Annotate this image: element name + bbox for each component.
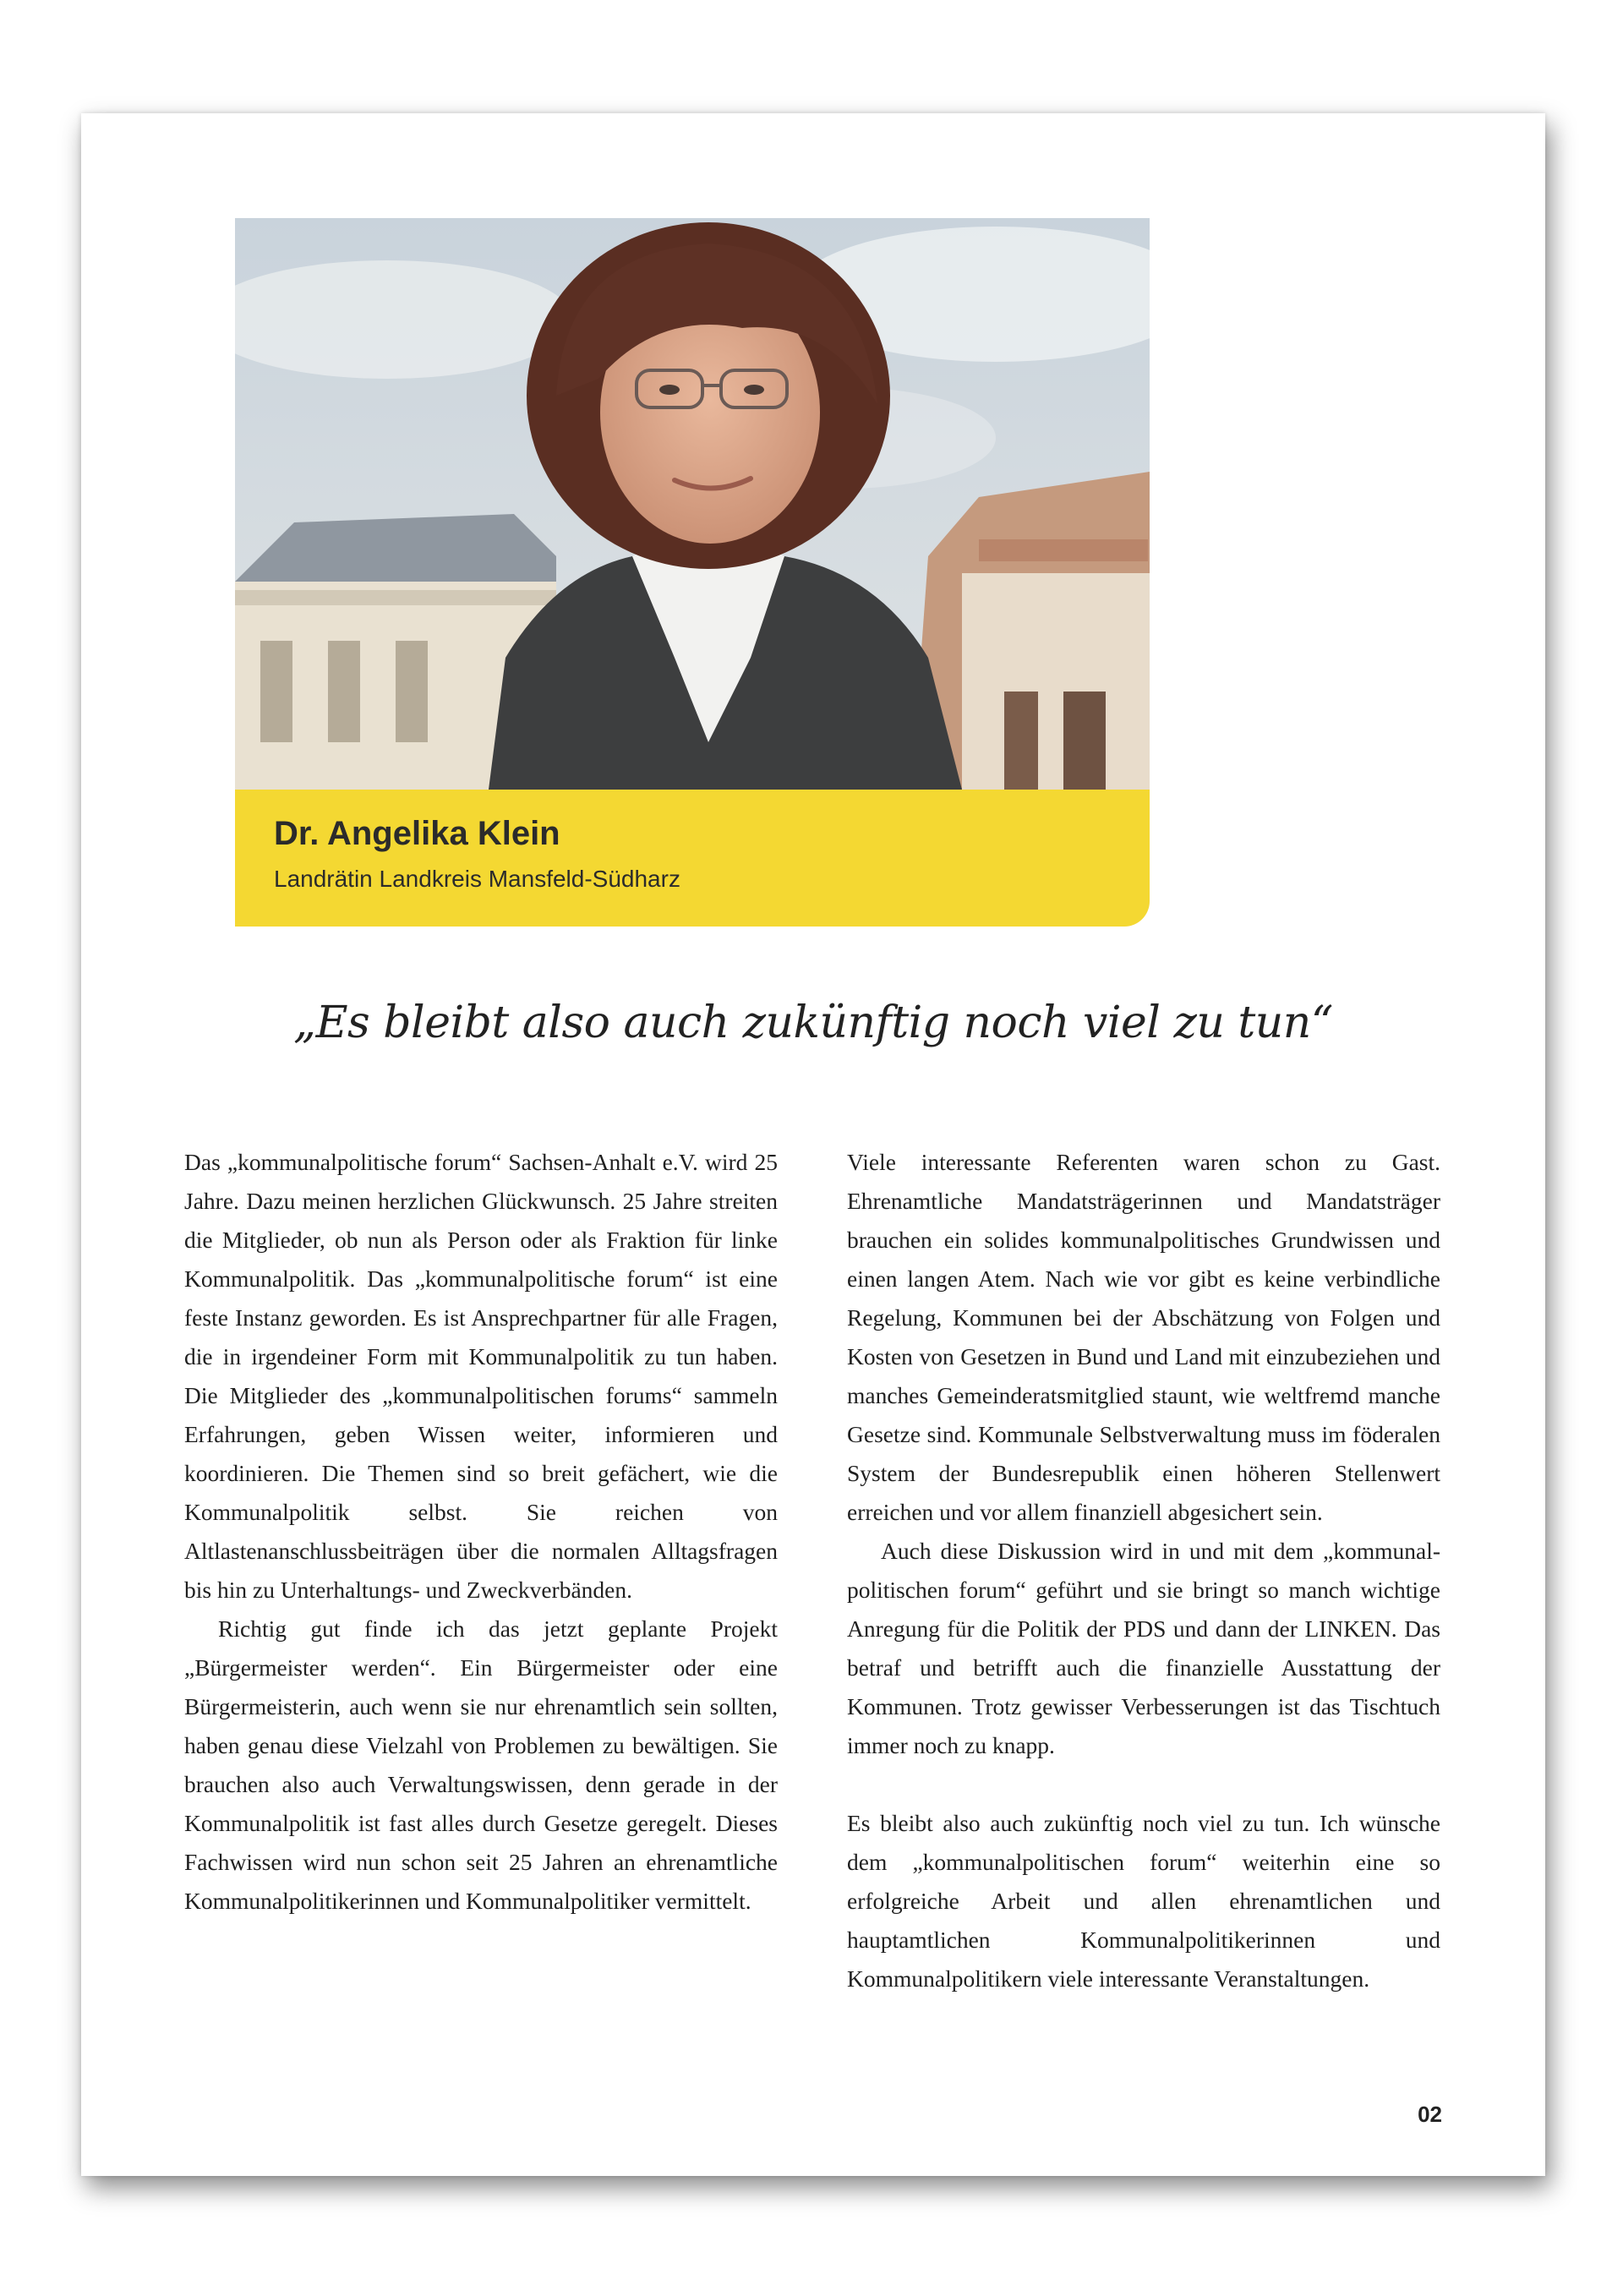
paragraph: Richtig gut finde ich das jetzt geplante Projekt „Bürgermeister werden“. Ein Bürgermeister oder eine Bürgermeisterin, auch wenn sie nur ehrenamtlich sein sollten, haben genau diese Vielzahl von Problemen zu bewältigen. Sie brauchen also auch Verwaltungswissen, denn gerade in der Kommunalpolitik ist fast alles durch Gesetze geregelt. Dieses Fachwissen wird nun schon seit 25 Jahren an ehrenamtliche Kommunalpolitikerinnen und Kommunalpolitiker vermittelt. [184, 1615, 778, 1914]
paragraph: Es bleibt also auch zukünftig noch viel zu tun. Ich wünsche dem „kommunalpolitischen forum“ weiterhin eine so erfolgreiche Arbeit und allen ehrenamtlichen und hauptamtlichen Kommunalpolitikerinnen und Kommunalpolitikern viele interessante Veranstaltungen. [847, 1810, 1440, 1992]
page-number: 02 [1418, 2102, 1442, 2127]
paragraph: Viele interessante Referenten waren schon zu Gast. Ehrenamtliche Mandatsträgerinnen und Mandatsträger brauchen ein solides kommunalpolitisches Grundwissen und einen langen Atem. Nach wie vor gibt es keine verbindliche Regelung, Kommunen bei der Abschätzung von Folgen und Kosten von Gesetzen in Bund und Land mit einzubeziehen und manches Gemeinderatsmitglied staunt, wie weltfremd manche Gesetze sind. Kommunale Selbstverwaltung muss im föderalen System der Bundesrepublik einen höheren Stellenwert erreichen und vor allem finanziell abgesichert sein. [847, 1149, 1440, 1525]
name-caption [235, 790, 1150, 927]
paragraph: Auch diese Diskussion wird in und mit dem „kommunal-politischen forum“ geführt und sie bringt so manch wichtige Anregung für die Politik der PDS und dann der LINKEN. Das betraf und betrifft auch die finanzielle Ausstattung der Kommunen. Trotz gewisser Verbesserungen ist das Tischtuch immer noch zu knapp. [847, 1538, 1440, 1758]
portrait-photo [235, 218, 1150, 790]
person-role: Landrätin Landkreis Mansfeld-Südharz [274, 866, 680, 892]
paragraph: Das „kommunalpolitische forum“ Sachsen-Anhalt e.V. wird 25 Jahre. Dazu meinen herzlichen Glückwunsch. 25 Jahre streiten die Mitglieder, ob nun als Person oder als Fraktion für linke Kommunalpolitik. Das „kommunalpolitische forum“ ist eine feste Instanz geworden. Es ist Ansprechpartner für alle Fragen, die in irgendeiner Form mit Kommunalpolitik zu tun haben. Die Mitglieder des „kommunalpolitischen forums“ sammeln Erfahrungen, geben Wissen weiter, informieren und koordinieren. Die Themen sind so breit gefächert, wie die Kommunalpolitik selbst. Sie reichen von Altlastenanschlussbeiträgen über die normalen Alltagsfragen bis hin zu Unterhaltungs- und Zweckverbänden. [184, 1149, 778, 1603]
document-page [81, 113, 1545, 2176]
quote-headline: „Es bleibt also auch zukünftig noch viel zu tun“ [293, 998, 1333, 1048]
right-column [847, 1143, 1440, 1998]
page-content [81, 113, 1545, 2176]
left-column [184, 1143, 778, 1921]
person-name: Dr. Angelika Klein [274, 815, 560, 852]
